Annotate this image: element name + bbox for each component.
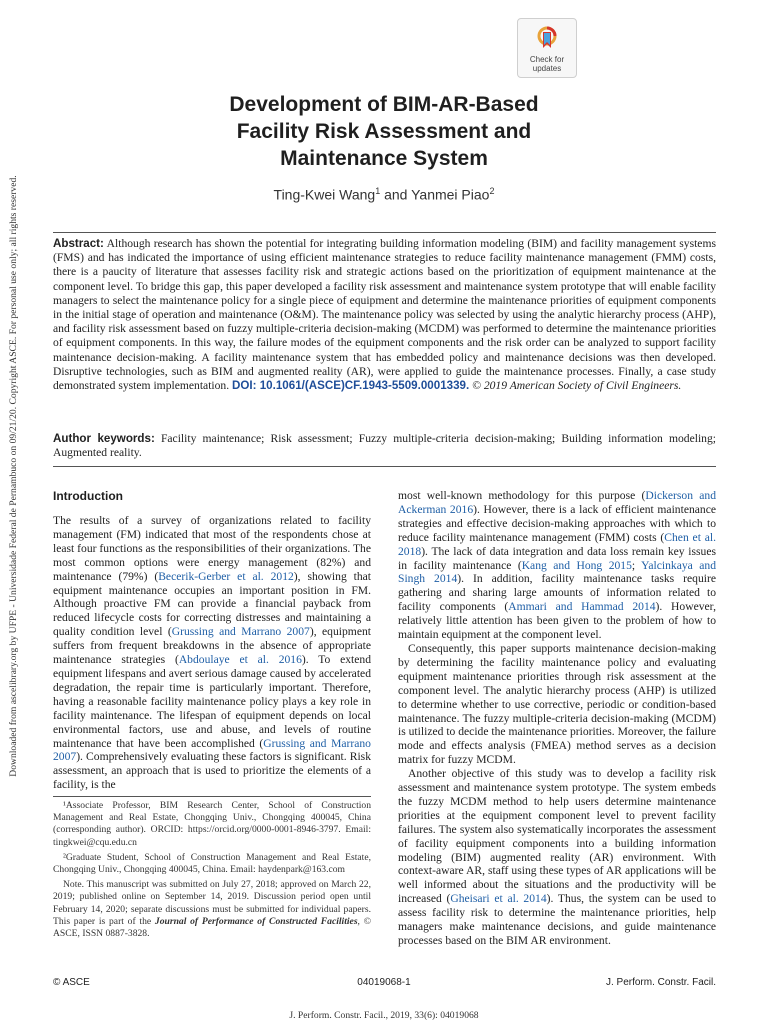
keywords-rule xyxy=(53,466,716,467)
paragraph: Consequently, this paper supports maintenance decision-making by determining the facility maintenance policy and evaluating equipment maintenance priorities through risk assessment at the component level. The analytic hierarchy process (AHP) is utilized to determine whether to use corrective, periodic or condition-based maintenance. The fuzzy multiple-criteria decision-making (MCDM) is utilized to decide the maintenance priorities. Moreover, the failure mode and effects analysis (FMEA) method serves as a decision matrix for fuzzy MCDM. xyxy=(398,641,716,767)
crossmark-icon xyxy=(537,26,557,57)
copyright-notice: © 2019 American Society of Civil Engineers. xyxy=(469,379,682,393)
keywords-label: Author keywords: xyxy=(53,432,155,445)
abstract-text: Although research has shown the potential for integrating building information modeling (BIM) and facility management systems (FMS) and has indicated the importance of using efficient maintenance strategies to reduce facility maintenance management (FMM) costs, there is a paucity of literature that assesses facility risk and strategic actions based on the prioritization of equipment maintenance at the component level. To bridge this gap, this paper developed a facility risk assessment and maintenance system prototype that will enable facility managers to select the maintenance policy for a single piece of equipment and determine the maintenance priorities of equipment components in the initial stage of operation and maintenance (O&M). The maintenance policy was selected by using the analytic hierarchy process (AHP), and facility risk assessment based on fuzzy multiple-criteria decision-making (MCDM) was performed to determine the maintenance priorities of equipment components. In this way, the failure modes of the equipment components and the risk order can be analyzed to support facility maintenance decision-making. A facility maintenance system that has embedded policy and maintenance decisions was then developed. Disruptive technologies, such as BIM and augmented reality (AR), were applied to guide the maintenance processes. Finally, a case study demonstrated system implementation. xyxy=(53,237,716,393)
right-column xyxy=(398,489,716,948)
paragraph: The results of a survey of organizations related to facility management (FM) indicated that most of the respondents chose at least four functions as the responsibilities of their organizations. The most common options were energy management (82%) and maintenance (79%) (Becerik-Gerber et al. 2012), showing that equipment maintenance occupies an important position in FM. Although proactive FM can provide a financial payback from reduced lifecycle costs for correcting distresses and maintaining a quality condition level (Grussing and Marrano 2007), equipment suffers from frequent breakdowns in the absence of appropriate maintenance strategies (Abdoulaye et al. 2016). To extend equipment lifespans and avert serious damage caused by accelerated degradation, the repair time is particularly important. Therefore, having a reasonable facility maintenance policy plays a key role in facility maintenance. The lifespan of equipment depends on local environmental factors, use and abuse, and levels of routine maintenance that have been accomplished (Grussing and Marrano 2007). Comprehensively evaluating these factors is significant. Risk assessment, an approach that is used to prioritize the elements of a facility, is the xyxy=(53,514,372,792)
citation-link[interactable]: Abdoulaye et al. 2016 xyxy=(178,653,302,667)
footer-article-number: 04019068-1 xyxy=(357,977,411,988)
section-heading-introduction: Introduction xyxy=(53,489,123,503)
abstract-label: Abstract: xyxy=(53,237,104,250)
doi-link[interactable]: 10.1061/(ASCE)CF.1943-5509.0001339. xyxy=(256,379,470,393)
citation-link[interactable]: Chen et al. 2018 xyxy=(398,530,716,558)
author-keywords xyxy=(53,432,716,460)
left-column xyxy=(53,514,371,792)
badge-line-1: Check for xyxy=(529,55,565,64)
citation-link[interactable]: Yalcinkaya and Singh 2014 xyxy=(398,558,716,586)
footnotes xyxy=(53,800,371,943)
check-for-updates-badge[interactable] xyxy=(517,18,577,78)
citation-link[interactable]: Gheisari et al. 2014 xyxy=(450,892,547,906)
paragraph: most well-known methodology for this purpose (Dickerson and Ackerman 2016). However, there is a lack of efficient maintenance strategies and effective decision-making approaches with which to reduce facility maintenance management (FMM) costs (Chen et al. 2018). The lack of data integration and data loss remain key issues in facility maintenance (Kang and Hong 2015; Yalcinkaya and Singh 2014). In addition, facility maintenance tasks require gathering and sharing large amounts of information related to facility components (Ammari and Hammad 2014). However, relatively little attention has been given to the problem of how to maintain equipment at the component level. xyxy=(398,489,716,642)
citation-link[interactable]: Dickerson and Ackerman 2016 xyxy=(398,489,716,516)
author-conjunction: and xyxy=(380,186,412,203)
author-2-affil: 2 xyxy=(489,186,495,196)
badge-line-2: updates xyxy=(532,64,562,73)
author-1-affil: 1 xyxy=(375,186,381,196)
author-1: Ting-Kwei Wang xyxy=(273,186,376,203)
citation-link[interactable]: Ammari and Hammad 2014 xyxy=(508,600,656,614)
footnote-author-2: ²Graduate Student, School of Construction Management and Real Estate, Chongqing Univ., Chongqing 400045, China. Email: haydenpark@163.com xyxy=(53,851,371,876)
footnote-author-1: ¹Associate Professor, BIM Research Center, School of Construction Management and Real Estate, Chongqing Univ., Chongqing 400045, China (corresponding author). ORCID: https://orcid.org/0000-0001-8946-3797. Email: tingkwei@cqu.edu.cn xyxy=(53,800,371,848)
citation-link[interactable]: Grussing and Marrano 2007 xyxy=(53,736,371,764)
citation-link[interactable]: Becerik-Gerber et al. 2012 xyxy=(158,569,294,583)
download-notice: Downloaded from ascelibrary.org by UFPE - Universidade Federal de Pernambuco on 09/21/20. Copyright ASCE. For personal use only; all rights reserved. xyxy=(8,175,19,777)
abstract xyxy=(53,237,716,393)
doi-label: DOI: xyxy=(232,379,257,393)
author-2: Yanmei Piao xyxy=(411,186,490,203)
top-rule xyxy=(53,232,716,233)
citation-link[interactable]: Kang and Hong 2015 xyxy=(521,558,632,572)
paper-title: Development of BIM-AR-Based Facility Risk Assessment and Maintenance System xyxy=(229,93,539,170)
author-list xyxy=(150,186,618,203)
citation-line: J. Perform. Constr. Facil., 2019, 33(6): 04019068 xyxy=(289,1010,479,1021)
paragraph: Another objective of this study was to develop a facility risk assessment and maintenance system prototype. The system embeds the fuzzy MCDM method to help users determine maintenance priorities at the equipment component level to prevent facility failures. The system also systematically incorporates the assessment of facility equipment components into a building information modeling (BIM) augmented reality (AR) environment. With context-aware AR, staff using these types of AR applications will be well informed about the situations and the productivity will be increased (Gheisari et al. 2014). Thus, the system can be used to assess facility risk to determine the maintenance priorities, help managers make maintenance decisions, and guide maintenance processes based on the BIM AR environment. xyxy=(398,767,716,947)
citation-link[interactable]: Grussing and Marrano 2007 xyxy=(171,625,310,639)
journal-name: Journal of Performance of Constructed Facilities xyxy=(154,915,358,927)
footnote-rule xyxy=(53,796,371,797)
keywords-text: Facility maintenance; Risk assessment; Fuzzy multiple-criteria decision-making; Building information modeling; Augmented reality. xyxy=(53,432,716,460)
footer-journal: J. Perform. Constr. Facil. xyxy=(605,977,716,988)
footnote-note: Note. This manuscript was submitted on July 27, 2018; approved on March 22, 2019; published online on September 14, 2019. Discussion period open until February 14, 2020; separate discussions must be submitted for individual papers. This paper is part of the Journal of Performance of Constructed Facilities, © ASCE, ISSN 0887-3828. xyxy=(53,879,371,940)
footer-publisher: © ASCE xyxy=(53,977,90,988)
